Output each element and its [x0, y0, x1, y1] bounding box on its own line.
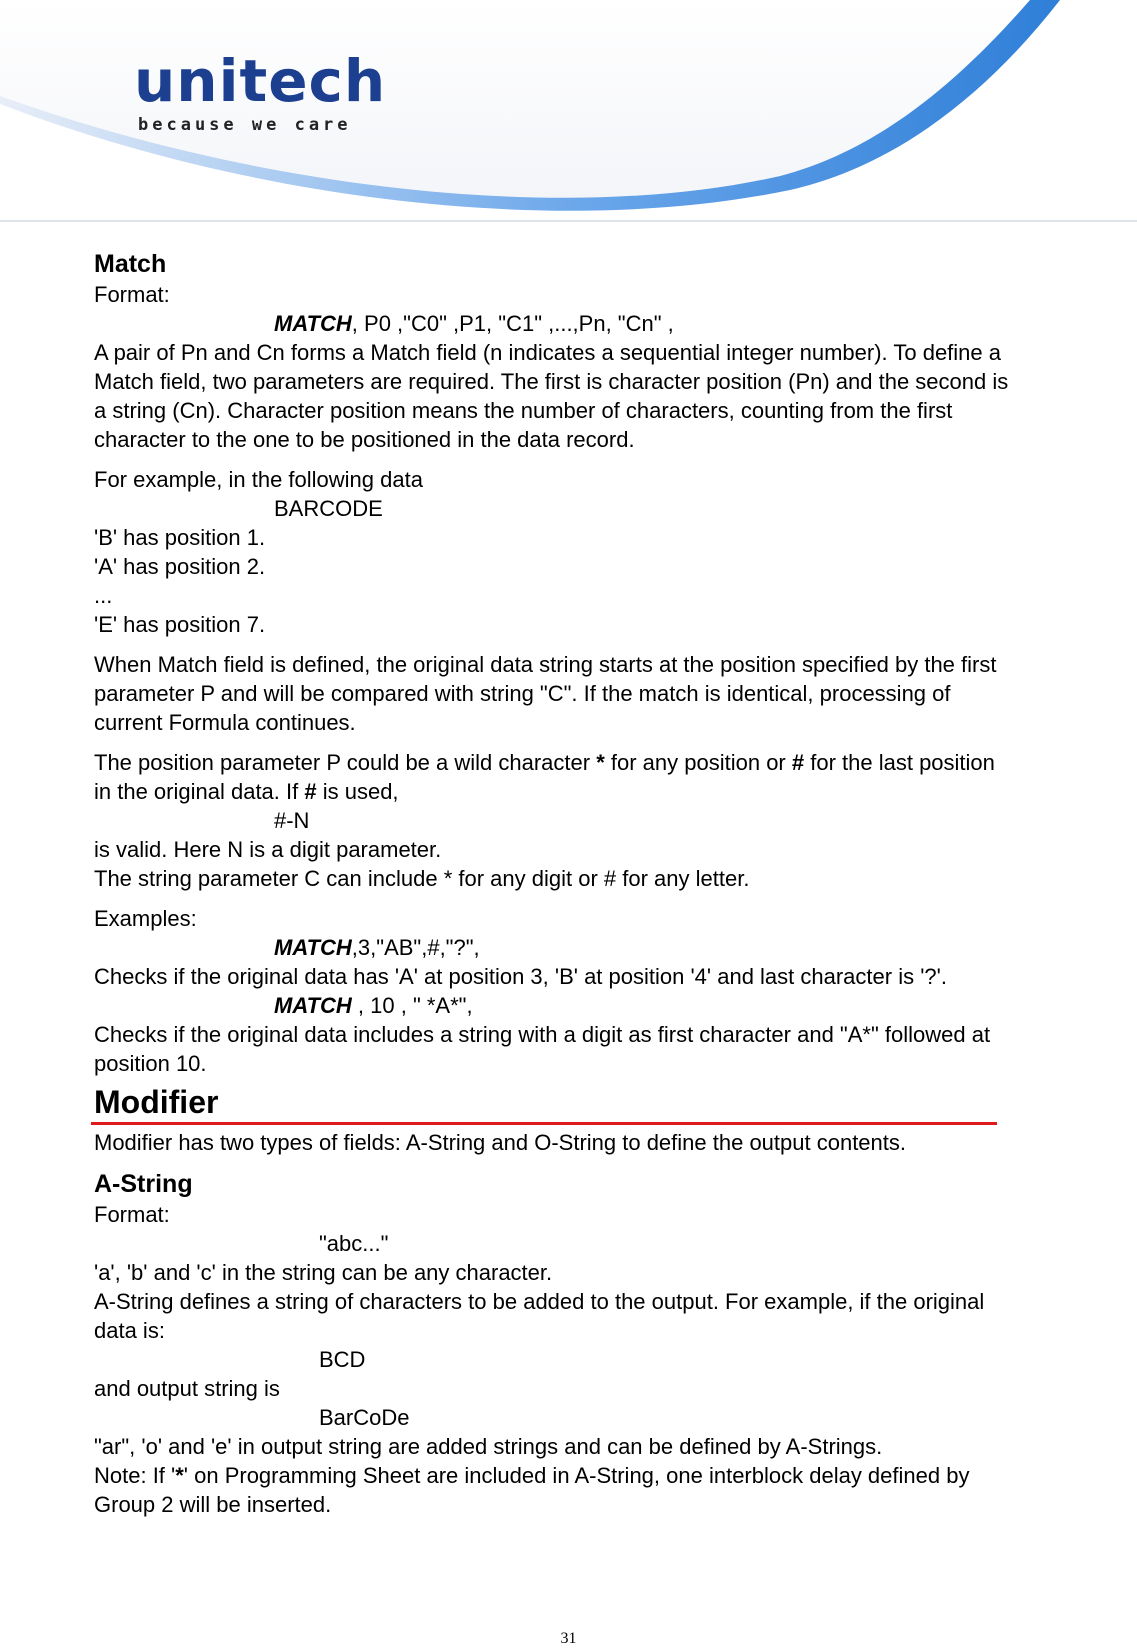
astring-added-line: "ar", 'o' and 'e' in output string are added strings and can be defined by A-Strings.: [94, 1434, 883, 1459]
astring-note-1: Note: If '*' on Programming Sheet are included in A-String, one interblock delay defined by: [94, 1463, 970, 1488]
match-syntax: [94, 309, 1134, 338]
example-1-syntax: MATCH,3,"AB",#,"?",: [274, 935, 480, 960]
match-keyword: MATCH: [274, 311, 352, 336]
defined-line-1: When Match field is defined, the original data string starts at the position specified by the first: [94, 652, 997, 677]
section-divider: [91, 1122, 997, 1125]
astring-orig-data: BCD: [319, 1347, 366, 1372]
page-header: [0, 0, 1137, 222]
match-heading: Match: [94, 250, 167, 278]
example-2-desc-2: position 10.: [94, 1051, 207, 1076]
example-1-desc: Checks if the original data has 'A' at position 3, 'B' at position '4' and last character is '?'.: [94, 964, 947, 989]
example-2-desc-1: Checks if the original data includes a string with a digit as first character and "A*" followed at: [94, 1022, 991, 1047]
defined-line-3: current Formula continues.: [94, 710, 356, 735]
position-line: 'E' has position 7.: [94, 612, 266, 637]
wildcard-line-2: in the original data. If # is used,: [94, 779, 399, 804]
astring-output-data: BarCoDe: [319, 1405, 410, 1430]
logo-tagline: because we care: [138, 115, 352, 135]
match-desc-4: character to the one to be positioned in the data record.: [94, 427, 635, 452]
modifier-heading: Modifier: [94, 1084, 219, 1120]
page-content: [94, 248, 1134, 1519]
astring-define-1: A-String defines a string of characters to be added to the output. For example, if the original: [94, 1289, 985, 1314]
match-format-label: Format:: [94, 282, 170, 307]
astring-syntax: "abc...": [319, 1231, 389, 1256]
examples-label: Examples:: [94, 906, 197, 931]
valid-line: is valid. Here N is a digit parameter.: [94, 837, 442, 862]
defined-line-2: parameter P and will be compared with string "C". If the match is identical, processing of: [94, 681, 951, 706]
match-desc-2: Match field, two parameters are required. The first is character position (Pn) and the second is: [94, 369, 1009, 394]
example-2-syntax: MATCH , 10 , " *A*",: [274, 993, 473, 1018]
match-desc-3: a string (Cn). Character position means the number of characters, counting from the first: [94, 398, 953, 423]
unitech-logo: unitech: [134, 47, 387, 115]
hash-n: #-N: [274, 808, 310, 833]
position-line: ...: [94, 583, 113, 608]
position-line: 'B' has position 1.: [94, 525, 266, 550]
modifier-desc: Modifier has two types of fields: A-String and O-String to define the output contents.: [94, 1130, 907, 1155]
astring-define-2: data is:: [94, 1318, 165, 1343]
astring-output-label: and output string is: [94, 1376, 280, 1401]
position-line: 'A' has position 2.: [94, 554, 266, 579]
astring-any-char: 'a', 'b' and 'c' in the string can be any character.: [94, 1260, 553, 1285]
string-param-line: The string parameter C can include * for any digit or # for any letter.: [94, 866, 750, 891]
page-number: 31: [560, 1630, 577, 1647]
wildcard-line-1: The position parameter P could be a wild character * for any position or # for the last position: [94, 750, 995, 775]
astring-heading: A-String: [94, 1170, 193, 1198]
match-syntax-rest: , P0 ,"C0" ,P1, "C1" ,...,Pn, "Cn" ,: [351, 311, 674, 336]
example-intro: For example, in the following data: [94, 467, 423, 492]
astring-format-label: Format:: [94, 1202, 170, 1227]
astring-note-2: Group 2 will be inserted.: [94, 1492, 332, 1517]
example-data: BARCODE: [274, 496, 383, 521]
match-desc-1: A pair of Pn and Cn forms a Match field (n indicates a sequential integer number). To define a: [94, 340, 1001, 365]
